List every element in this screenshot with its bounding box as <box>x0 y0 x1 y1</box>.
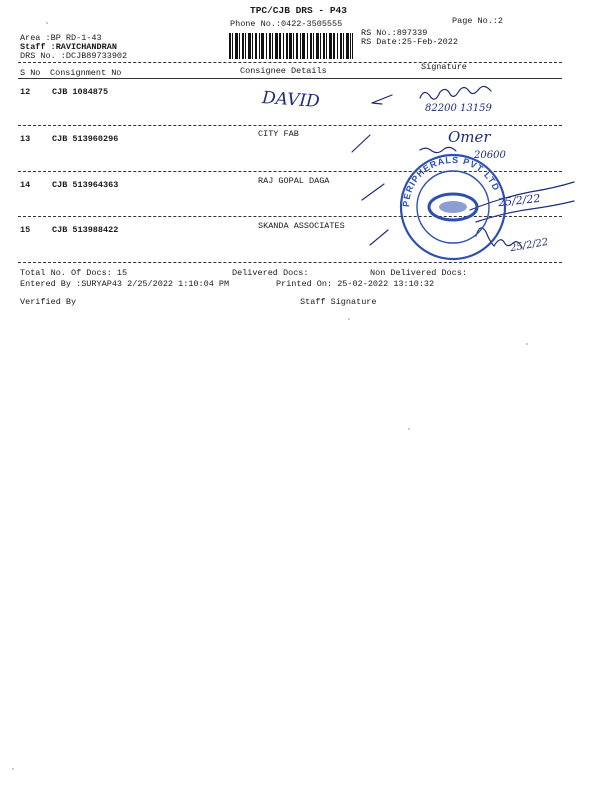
signature-tick <box>372 95 392 104</box>
signature-tick <box>362 184 384 200</box>
verified-by-label: Verified By <box>20 297 77 307</box>
signature-note-amount: 20600 <box>474 150 506 161</box>
signature-tick <box>370 230 388 245</box>
column-header-signature: Signature <box>421 62 467 72</box>
signature-scrawl <box>420 86 491 99</box>
column-header-consignee: Consignee Details <box>240 66 327 76</box>
row-consignment: CJB 513988422 <box>52 225 119 235</box>
area-label: Area :BP RD-1-43 <box>20 33 102 43</box>
row-sno: 14 <box>20 180 31 190</box>
drs-number: DRS No. :DCJB89733902 <box>20 51 128 61</box>
rs-date: RS Date:25-Feb-2022 <box>361 37 458 47</box>
signature-strokes <box>0 0 600 300</box>
company-stamp <box>398 152 508 262</box>
signature-note-date-15: 25/2/22 <box>509 236 550 255</box>
signature-omer: Omer <box>448 128 491 146</box>
row-consignment: CJB 513964363 <box>52 180 119 190</box>
scan-speck <box>12 768 14 770</box>
document-title: TPC/CJB DRS - P43 <box>250 5 347 16</box>
scan-speck <box>408 428 410 430</box>
rs-number: RS No.:897339 <box>361 28 428 38</box>
row-consignee: RAJ GOPAL DAGA <box>258 176 330 186</box>
stamp-text: PERIPHERALS PVT LTD <box>400 154 502 208</box>
staff-name: Staff :RAVICHANDRAN <box>20 42 117 52</box>
column-header-consignment: Consignment No <box>50 68 122 78</box>
row-consignment: CJB 1084875 <box>52 87 109 97</box>
page-number: Page No.:2 <box>452 16 504 26</box>
delivered-docs: Delivered Docs: <box>232 268 309 278</box>
row-consignee: CITY FAB <box>258 129 299 139</box>
scan-speck <box>526 343 528 345</box>
scan-speck <box>348 318 350 320</box>
signature-note-date-14: 25/2/22 <box>497 191 541 210</box>
row-sno: 12 <box>20 87 31 97</box>
total-docs: Total No. Of Docs: 15 <box>20 268 128 278</box>
staff-signature-label: Staff Signature <box>300 297 377 307</box>
signature-note-phone: 82200 13159 <box>425 103 492 114</box>
row-sno: 15 <box>20 225 31 235</box>
entered-by: Entered By :SURYAP43 2/25/2022 1:10:04 PM <box>20 279 230 289</box>
signature-david: DAVID <box>261 88 321 112</box>
printed-on: Printed On: 25-02-2022 13:10:32 <box>276 279 435 289</box>
row-consignment: CJB 513960296 <box>52 134 119 144</box>
row-consignee: SKANDA ASSOCIATES <box>258 221 345 231</box>
scan-speck <box>46 22 48 24</box>
row-sno: 13 <box>20 134 31 144</box>
signature-tick <box>352 135 370 152</box>
non-delivered-docs: Non Delivered Docs: <box>370 268 467 278</box>
column-header-sno: S No <box>20 68 41 78</box>
phone-number: Phone No.:0422-3505555 <box>230 19 343 29</box>
